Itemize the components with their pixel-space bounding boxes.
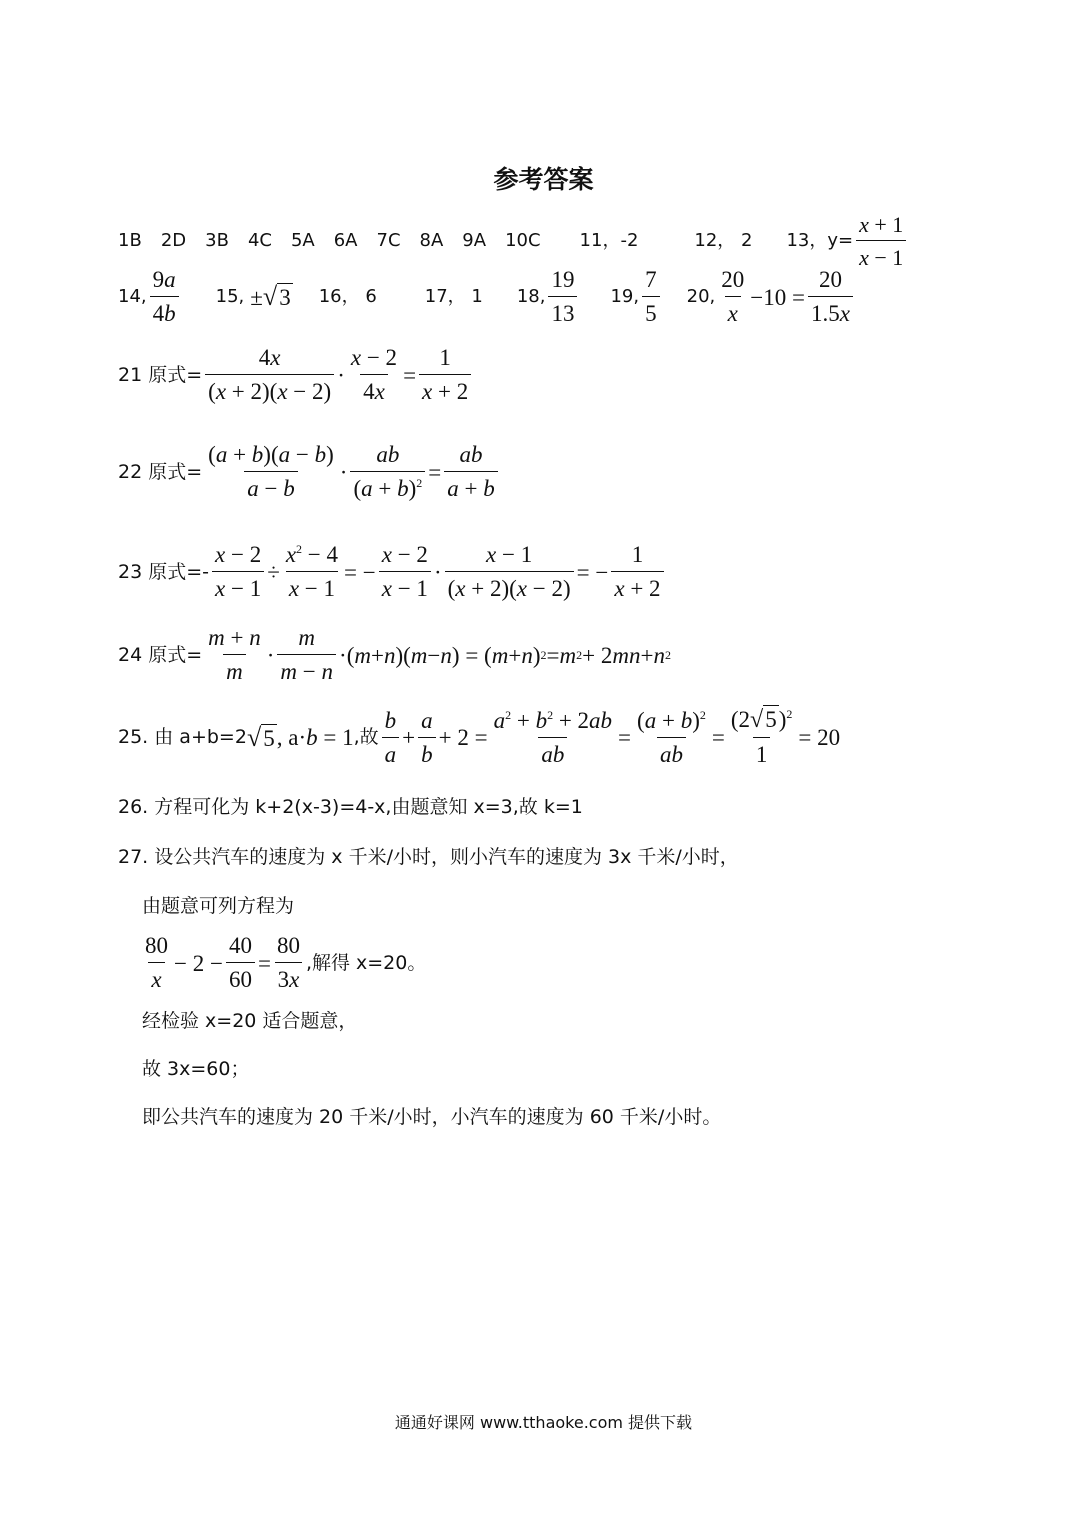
answer-q27-equation: [142, 934, 426, 992]
q21-label: 21 原式=: [118, 363, 203, 386]
answer-q18: 18,: [516, 286, 546, 308]
answer-q27-line2: 由题意可列方程为: [142, 895, 295, 917]
answer-q16: 16， 6: [318, 286, 377, 308]
mc-answer: 10C: [505, 230, 541, 252]
answer-q27-line4: 故 3x=60；: [142, 1058, 250, 1080]
mc-answer: 4C: [247, 230, 272, 252]
q15-value: ±√3: [250, 282, 291, 312]
q13-fraction: $\frac{x + 1}{x - 1}$: [856, 213, 906, 269]
q24-expression: $\frac{m + n}{m}$ · $\frac{m}{m - n}$ ·( m + n )( m − n ) = ( m + n ) 2 = m 2 + 2 mn + n 2: [208, 625, 671, 685]
q23-expression: $\frac{x - 2}{x - 1}$ ÷ $\frac{x^2 - 4}{x - 1}$ = − $\frac{x - 2}{x - 1}$ · $\frac{x - 1}{(x + 2)(x - 2)}$ = − $\frac{1}{x + 2}$: [209, 543, 667, 601]
answer-q19: 19,: [610, 286, 640, 308]
q14-fraction: $\frac{9a}{4b}$: [150, 268, 179, 326]
mc-answer: 9A: [462, 230, 487, 252]
mc-answer: 8A: [419, 230, 444, 252]
answer-q27-line1: 27. 设公共汽车的速度为 x 千米/小时，则小汽车的速度为 3x 千米/小时，: [118, 846, 739, 868]
answer-q24: [118, 626, 671, 684]
q25-product: , a·b = 1: [276, 725, 354, 751]
answer-q25: [118, 708, 840, 767]
q20-equation: $\frac{20}{x}$ −10 = $\frac{20}{1.5x}$: [715, 268, 856, 326]
q27-expression: $\frac{80}{x}$ − 2 − $\frac{40}{60}$ = $\frac{80}{3x}$: [142, 934, 306, 992]
q24-label: 24 原式=: [118, 643, 203, 666]
answer-q15: 15,: [215, 286, 245, 308]
answer-q21: [118, 346, 474, 404]
q18-fraction: $\frac{19}{13}$: [548, 268, 577, 326]
mc-answer-list: [118, 232, 560, 250]
q22-expression: $\frac{(a + b)(a - b)}{a - b}$ · $\frac{ab}{(a + b)^2}$ = $\frac{ab}{a + b}$: [202, 443, 501, 501]
answer-q17: 17， 1: [424, 286, 483, 308]
answer-q14: 14,: [118, 286, 147, 308]
answer-q11: 11，-2: [579, 230, 639, 252]
answer-q13: 13，y=: [786, 230, 854, 252]
q27-solve: ,解得 x=20。: [305, 951, 427, 974]
mc-answer: 3B: [205, 230, 229, 252]
q21-expression: $\frac{4x}{(x + 2)(x - 2)}$ · $\frac{x - 2}{4x}$ = $\frac{1}{x + 2}$: [202, 346, 474, 404]
mc-answer: 1B: [118, 230, 142, 252]
mc-answer: 6A: [333, 230, 358, 252]
mc-answer: 2D: [160, 230, 187, 252]
mc-answer: 5A: [290, 230, 315, 252]
answer-q27-line3: 经检验 x=20 适合题意，: [142, 1010, 358, 1032]
page-title: 参考答案: [493, 165, 594, 194]
answer-q22: [118, 443, 501, 501]
mc-answer: 7C: [376, 230, 401, 252]
answer-q26: 26. 方程可化为 k+2(x-3)=4-x,由题意知 x=3,故 k=1: [118, 796, 583, 818]
q25-label: 25. 由 a+b=2: [118, 726, 247, 749]
page-footer: 通通好课网 www.tthaoke.com 提供下载: [394, 1413, 693, 1432]
answer-row-2: [118, 268, 856, 326]
q22-label: 22 原式=: [118, 460, 203, 483]
q25-expression: $\frac{b}{a}$ + $\frac{a}{b}$ + 2 = $\frac{a^2 + b^2 + 2ab}{ab}$ = $\frac{(a + b)^2}{ab}$ = $\frac{(2√5)^2}{1}$ = 20: [379, 708, 840, 767]
answer-q12: 12， 2: [694, 230, 753, 252]
answer-q23: [118, 543, 667, 601]
q19-fraction: $\frac{7}{5}$: [642, 268, 660, 326]
q23-label: 23 原式=-: [118, 560, 209, 583]
q25-gu: ,故: [353, 726, 379, 749]
answer-row-1: [118, 213, 909, 269]
answer-q27-line5: 即公共汽车的速度为 20 千米/小时，小汽车的速度为 60 千米/小时。: [142, 1106, 722, 1128]
answer-q20: 20,: [686, 286, 716, 308]
q25-sqrt5: √5: [246, 722, 275, 752]
